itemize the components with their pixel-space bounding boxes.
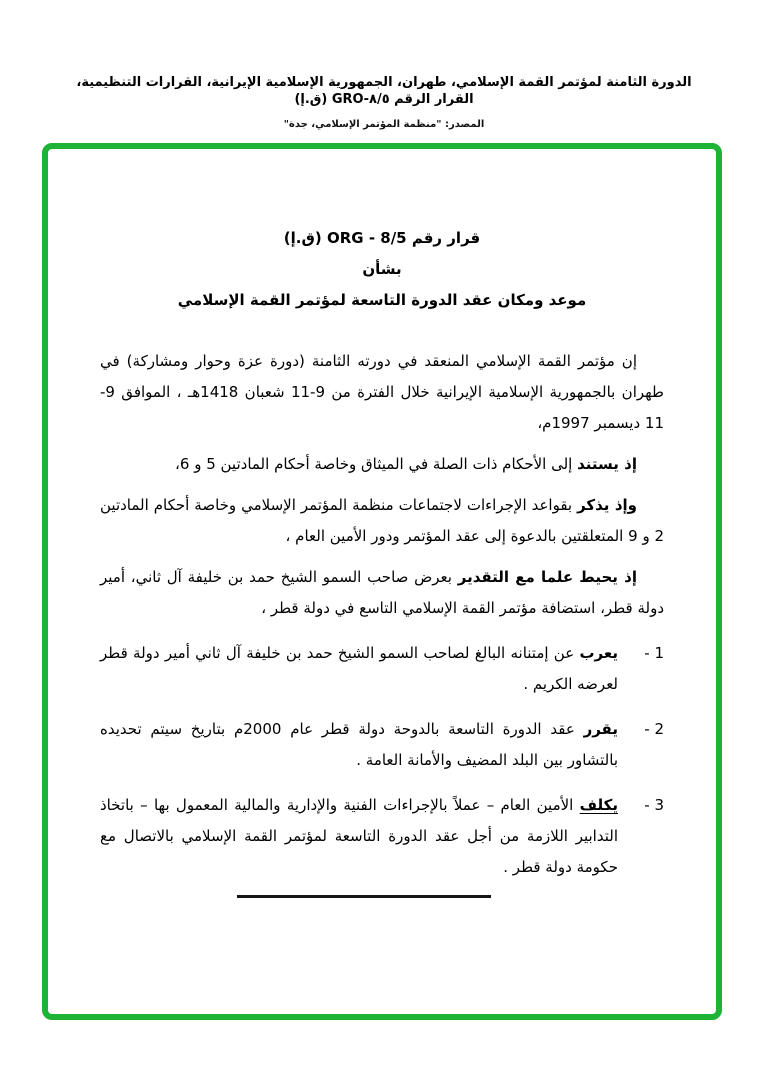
clause-paragraph [100, 562, 664, 624]
item-text-block [100, 790, 618, 883]
item-text: عن إمتنانه البالغ لصاحب السمو الشيخ حمد بن خليفة آل ثاني أمير دولة قطر لعرضه الكريم . [100, 644, 618, 693]
item-number: 1 - [644, 644, 664, 662]
item-text: عقد الدورة التاسعة بالدوحة دولة قطر عام 2000م بتاريخ سيتم تحديده بالتشاور بين البلد المضيف والأمانة العامة . [100, 720, 618, 769]
conference-session-line: الدورة الثامنة لمؤتمر القمة الإسلامي، طهران، الجمهورية الإسلامية الإيرانية، القرارات التنظيمية، القرار الرقم ٨/٥-GRO (ق.إ) [76, 75, 692, 107]
clause-paragraph [100, 449, 664, 480]
item-text-block [100, 638, 618, 700]
resolution-item [100, 714, 664, 776]
clause-text: بقواعد الإجراءات لاجتماعات منظمة المؤتمر الإسلامي وخاصة أحكام المادتين 2 و 9 المتعلقتين بالدعوة إلى عقد المؤتمر ودور الأمين العام ، [100, 496, 664, 545]
clause-lead: إذ يستند [577, 455, 637, 473]
item-lead: يعرب [579, 644, 618, 662]
clause-text: بعرض صاحب السمو الشيخ حمد بن خليفة آل ثاني، أمير دولة قطر، استضافة مؤتمر القمة الإسلامي التاسع في دولة قطر ، [100, 568, 664, 617]
clause-lead: إذ يحيط علما مع التقدير [457, 568, 637, 586]
clause-paragraph [100, 490, 664, 552]
resolution-item [100, 790, 664, 883]
resolution-item [100, 638, 664, 700]
resolution-subject-intro: بشأن [362, 260, 402, 278]
resolution-document [48, 149, 716, 898]
item-number: 2 - [644, 720, 664, 738]
resolution-title-block [100, 223, 664, 316]
resolution-frame [42, 143, 722, 1020]
resolution-number-title: قرار رقم 8/5 - ORG (ق.إ) [283, 229, 481, 247]
clause-text: إلى الأحكام ذات الصلة في الميثاق وخاصة أحكام المادتين 5 و 6، [175, 455, 573, 473]
item-lead: يقرر [583, 720, 618, 738]
item-number: 3 - [644, 796, 664, 814]
source-line: المصدر: "منظمة المؤتمر الإسلامي، جدة" [283, 119, 485, 130]
closing-divider [237, 895, 491, 898]
item-text-block [100, 714, 618, 776]
item-lead: يكلف [579, 796, 618, 814]
preamble-paragraph: إن مؤتمر القمة الإسلامي المنعقد في دورته الثامنة (دورة عزة وحوار ومشاركة) في طهران بالجمهورية الإسلامية الإيرانية خلال الفترة من 9-11 شعبان 1418هـ ، الموافق 9-11 ديسمبر 1997م، [100, 352, 664, 432]
resolution-subject: موعد ومكان عقد الدورة التاسعة لمؤتمر القمة الإسلامي [177, 291, 587, 309]
clause-lead: وإذ يذكر [577, 496, 637, 514]
page-header [0, 74, 768, 130]
item-text: الأمين العام – عملاً بالإجراءات الفنية والإدارية والمالية المعمول بها – باتخاذ التدابير اللازمة من أجل عقد الدورة التاسعة لمؤتمر القمة الإسلامي بالاتصال مع حكومة دولة قطر . [100, 796, 618, 876]
